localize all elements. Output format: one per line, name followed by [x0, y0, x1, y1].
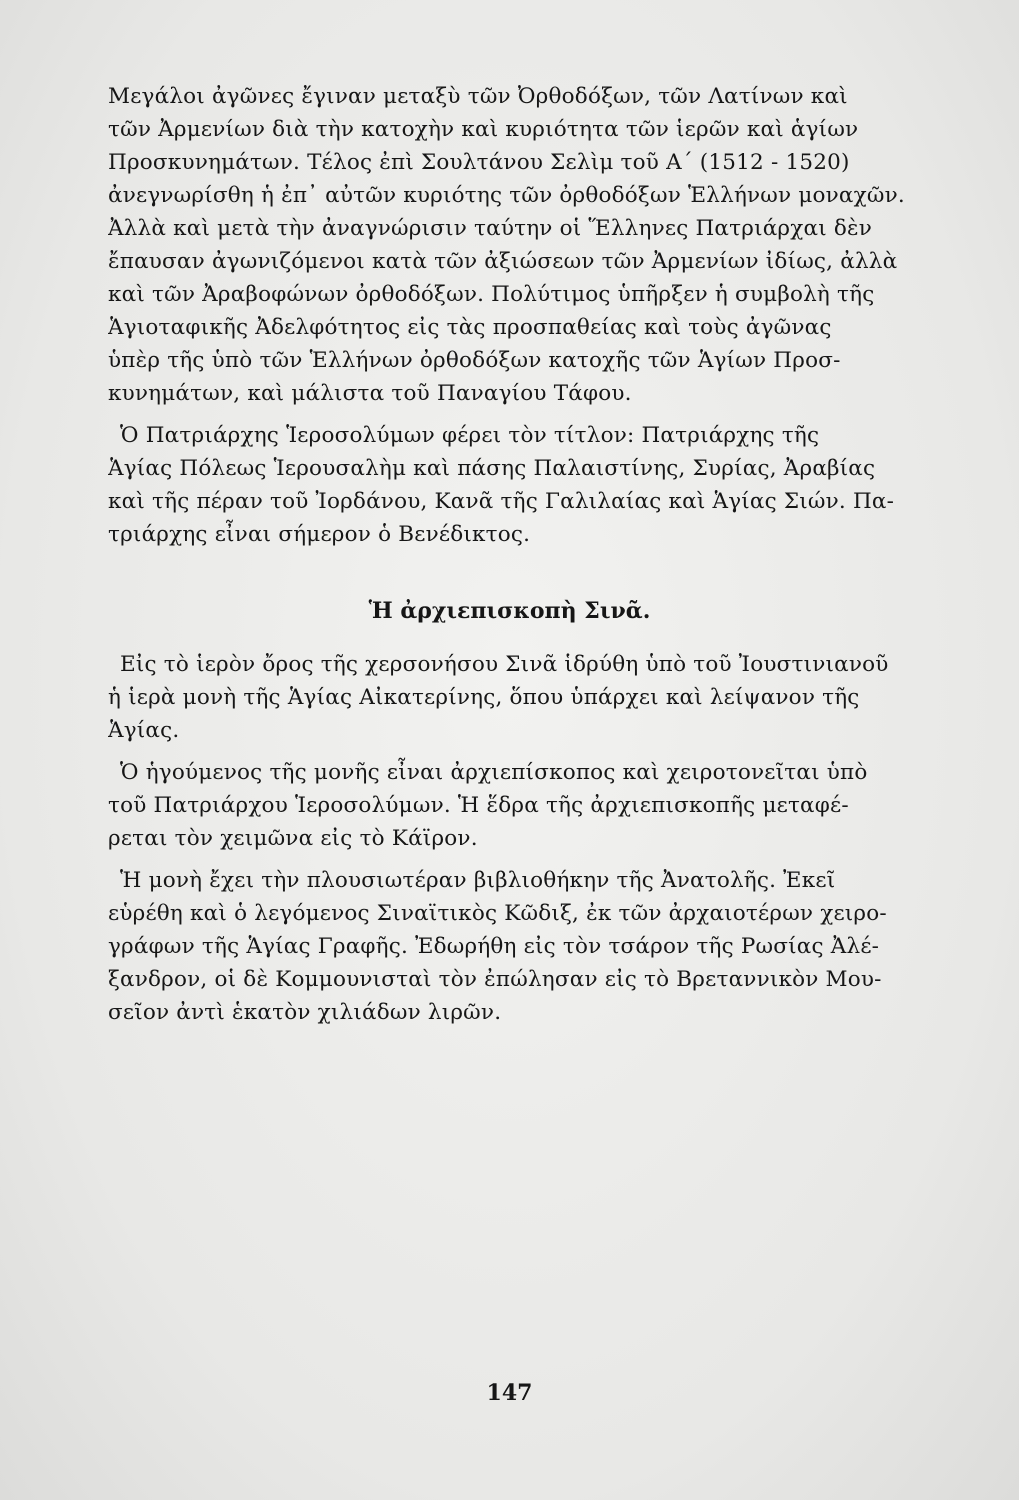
- text-line: σεῖον ἀντὶ ἑκατὸν χιλιάδων λιρῶν.: [108, 1000, 502, 1025]
- text-line: Ἡ μονὴ ἔχει τὴν πλουσιωτέραν βιβλιοθήκην τῆς Ἀνατολῆς. Ἐκεῖ: [120, 868, 836, 893]
- text-line: ἀνεγνωρίσθη ἡ ἐπ᾽ αὐτῶν κυριότης τῶν ὀρθοδόξων Ἑλλήνων μοναχῶν.: [108, 183, 905, 208]
- text-line: τριάρχης εἶναι σήμερον ὁ Βενέδικτος.: [108, 522, 531, 547]
- text-line: κυνημάτων, καὶ μάλιστα τοῦ Παναγίου Τάφου.: [108, 381, 632, 406]
- text-line: ὑπὲρ τῆς ὑπὸ τῶν Ἑλλήνων ὀρθοδόξων κατοχῆς τῶν Ἁγίων Προσ-: [108, 348, 841, 373]
- text-line: καὶ τῆς πέραν τοῦ Ἰορδάνου, Κανᾶ τῆς Γαλιλαίας καὶ Ἁγίας Σιών. Πα-: [108, 489, 895, 514]
- text-line: καὶ τῶν Ἀραβοφώνων ὀρθοδόξων. Πολύτιμος ὑπῆρξεν ἡ συμβολὴ τῆς: [108, 282, 875, 307]
- text-line: ἡ ἱερὰ μονὴ τῆς Ἁγίας Αἰκατερίνης, ὅπου ὑπάρχει καὶ λείψανον τῆς: [108, 685, 860, 710]
- text-line: Μεγάλοι ἀγῶνες ἔγιναν μεταξὺ τῶν Ὀρθοδόξων, τῶν Λατίνων καὶ: [108, 84, 848, 109]
- text-line: τοῦ Πατριάρχου Ἱεροσολύμων. Ἡ ἕδρα τῆς ἀρχιεπισκοπῆς μεταφέ-: [108, 793, 849, 818]
- text-line: Ἁγίας.: [108, 718, 180, 743]
- page-number: 147: [486, 1380, 533, 1406]
- text-line: Ὁ ἡγούμενος τῆς μονῆς εἶναι ἀρχιεπίσκοπος καὶ χειροτονεῖται ὑπὸ: [120, 760, 868, 785]
- text-line: ἔπαυσαν ἀγωνιζόμενοι κατὰ τῶν ἀξιώσεων τῶν Ἀρμενίων ἰδίως, ἀλλὰ: [108, 249, 898, 274]
- text-line: Ἁγίας Πόλεως Ἱερουσαλὴμ καὶ πάσης Παλαιστίνης, Συρίας, Ἀραβίας: [108, 456, 876, 481]
- text-line: Εἰς τὸ ἱερὸν ὄρος τῆς χερσονήσου Σινᾶ ἱδρύθη ὑπὸ τοῦ Ἰουστινιανοῦ: [120, 652, 889, 677]
- text-line: γράφων τῆς Ἁγίας Γραφῆς. Ἐδωρήθη εἰς τὸν τσάρον τῆς Ρωσίας Ἀλέ-: [108, 934, 880, 959]
- text-line: τῶν Ἀρμενίων διὰ τὴν κατοχὴν καὶ κυριότητα τῶν ἱερῶν καὶ ἁγίων: [108, 117, 859, 142]
- text-line: ρεται τὸν χειμῶνα εἰς τὸ Κάϊρον.: [108, 826, 478, 851]
- text-line: Ἀλλὰ καὶ μετὰ τὴν ἀναγνώρισιν ταύτην οἱ Ἕλληνες Πατριάρχαι δὲν: [108, 216, 873, 241]
- text-line: Ἁγιοταφικῆς Ἀδελφότητος εἰς τὰς προσπαθείας καὶ τοὺς ἀγῶνας: [108, 315, 832, 340]
- text-line: ξανδρον, οἱ δὲ Κομμουνισταὶ τὸν ἐπώλησαν εἰς τὸ Βρεταννικὸν Μου-: [108, 967, 882, 992]
- text-line: Ὁ Πατριάρχης Ἱεροσολύμων φέρει τὸν τίτλον: Πατριάρχης τῆς: [120, 423, 820, 448]
- text-line: Προσκυνημάτων. Τέλος ἐπὶ Σουλτάνου Σελὶμ τοῦ Α΄ (1512 - 1520): [108, 150, 850, 175]
- section-heading: Ἡ ἀρχιεπισκοπὴ Σινᾶ.: [368, 598, 651, 624]
- text-line: εὑρέθη καὶ ὁ λεγόμενος Σιναϊτικὸς Κῶδιξ, ἐκ τῶν ἀρχαιοτέρων χειρο-: [108, 901, 887, 926]
